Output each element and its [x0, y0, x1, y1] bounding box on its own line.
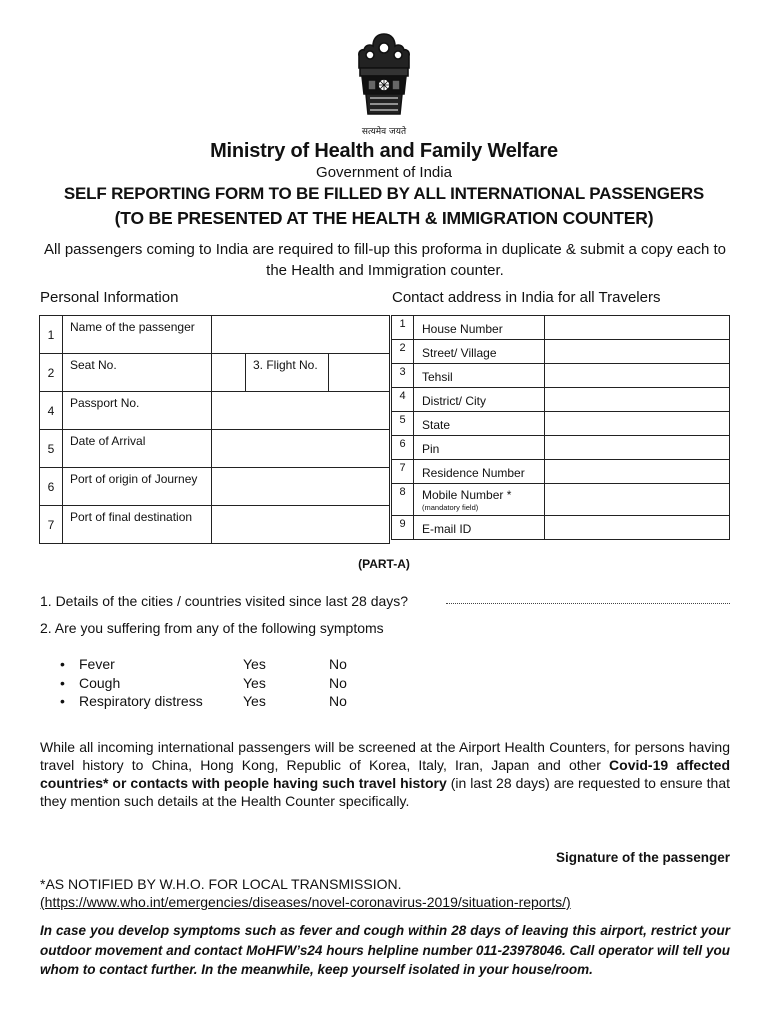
contact-address-heading: Contact address in India for all Travelers	[392, 289, 661, 306]
field-label-final-destination: Port of final destination	[63, 506, 212, 544]
row-number: 5	[40, 430, 63, 468]
national-emblem-icon	[340, 28, 428, 138]
table-row	[392, 364, 730, 388]
pin-field[interactable]	[545, 436, 730, 460]
screening-paragraph	[40, 738, 730, 810]
contact-address-table	[391, 315, 730, 540]
table-row	[392, 340, 730, 364]
field-label-passenger-name: Name of the passenger	[63, 316, 212, 354]
symptom-label: Cough	[79, 675, 121, 691]
seat-no-field[interactable]	[212, 354, 246, 391]
bullet: •	[60, 675, 65, 691]
who-reports-link[interactable]: (https://www.who.int/emergencies/diseases/novel-coronavirus-2019/situation-reports/)	[40, 894, 571, 910]
field-label-district-city: District/ City	[414, 388, 545, 412]
table-row	[392, 316, 730, 340]
row-number: 7	[40, 506, 63, 544]
row-number: 2	[392, 340, 414, 364]
row-number: 2	[40, 354, 63, 392]
personal-info-table	[39, 315, 390, 544]
symptom-label: Fever	[79, 656, 115, 672]
table-row	[392, 460, 730, 484]
table-row	[40, 468, 390, 506]
footnote: *AS NOTIFIED BY W.H.O. FOR LOCAL TRANSMISSION.	[40, 876, 402, 892]
form-title-line1: SELF REPORTING FORM TO BE FILLED BY ALL INTERNATIONAL PASSENGERS	[63, 184, 705, 203]
field-label-flight-no: 3. Flight No.	[246, 354, 329, 391]
ministry-title: Ministry of Health and Family Welfare	[210, 140, 558, 162]
residence-number-field[interactable]	[545, 460, 730, 484]
final-destination-field[interactable]	[212, 506, 390, 544]
symptom-label: Respiratory distress	[79, 693, 203, 709]
state-field[interactable]	[545, 412, 730, 436]
question-1: 1. Details of the cities / countries visited since last 28 days?	[40, 593, 409, 609]
field-label-residence-number: Residence Number	[414, 460, 545, 484]
table-row	[392, 388, 730, 412]
street-village-field[interactable]	[545, 340, 730, 364]
field-label-passport-no: Passport No.	[63, 392, 212, 430]
passport-no-field[interactable]	[212, 392, 390, 430]
bullet: •	[60, 656, 65, 672]
port-of-origin-field[interactable]	[212, 468, 390, 506]
screening-text: While all incoming international passengers will be screened at the Airport Health Counters, for persons having travel history to China, Hong Kong, Republic of Korea, Italy, Iran, Japan and other	[40, 739, 730, 773]
row-number: 1	[40, 316, 63, 354]
no-option[interactable]: No	[329, 656, 347, 672]
row-number: 6	[392, 436, 414, 460]
mobile-number-field[interactable]	[545, 484, 730, 516]
field-label-pin: Pin	[414, 436, 545, 460]
field-label-port-of-origin: Port of origin of Journey	[63, 468, 212, 506]
government-subtitle: Government of India	[316, 164, 452, 181]
row-number: 4	[40, 392, 63, 430]
no-option[interactable]: No	[329, 693, 347, 709]
field-label-house-number: House Number	[414, 316, 545, 340]
signature-label: Signature of the passenger	[555, 850, 730, 865]
no-option[interactable]: No	[329, 675, 347, 691]
advisory-paragraph: In case you develop symptoms such as fever and cough within 28 days of leaving this airport, restrict your outdoor movement and contact MoHFW’s24 hours helpline number 011-23978046. Call operator will tell you whom to contact further. In the meanwhile, keep yourself isolated in your house/room.	[40, 923, 730, 977]
question-2: 2. Are you suffering from any of the following symptoms	[40, 620, 384, 636]
mandatory-note: (mandatory field)	[422, 503, 479, 512]
table-row	[40, 430, 390, 468]
table-row	[392, 516, 730, 540]
table-row	[40, 316, 390, 354]
field-label-street-village: Street/ Village	[414, 340, 545, 364]
passenger-name-field[interactable]	[212, 316, 390, 354]
table-row	[392, 436, 730, 460]
field-label-email-id: E-mail ID	[414, 516, 545, 540]
yes-option[interactable]: Yes	[243, 656, 266, 672]
row-number: 8	[392, 484, 414, 516]
table-row	[392, 484, 730, 516]
screening-text-end: (in last 28 days) are requested to ensure that they mention such details at the Health Counter specifically.	[40, 775, 731, 809]
row-number: 4	[392, 388, 414, 412]
personal-info-heading: Personal Information	[40, 289, 179, 306]
email-id-field[interactable]	[545, 516, 730, 540]
yes-option[interactable]: Yes	[243, 693, 266, 709]
table-row	[40, 506, 390, 544]
table-row	[392, 412, 730, 436]
table-row	[40, 354, 390, 392]
field-label-state: State	[414, 412, 545, 436]
motto: सत्यमेव जयते	[361, 127, 407, 137]
district-city-field[interactable]	[545, 388, 730, 412]
row-number: 3	[392, 364, 414, 388]
form-title-line2: (TO BE PRESENTED AT THE HEALTH & IMMIGRATION COUNTER)	[114, 208, 654, 228]
screening-text-bold: Covid-19 affected countries* or contacts with people having such travel history	[40, 757, 730, 791]
tehsil-field[interactable]	[545, 364, 730, 388]
bullet: •	[60, 693, 65, 709]
date-of-arrival-field[interactable]	[212, 430, 390, 468]
yes-option[interactable]: Yes	[243, 675, 266, 691]
house-number-field[interactable]	[545, 316, 730, 340]
table-row	[40, 392, 390, 430]
row-number: 7	[392, 460, 414, 484]
part-a-heading: (PART-A)	[358, 557, 410, 571]
row-number: 9	[392, 516, 414, 540]
instructions: All passengers coming to India are required to fill-up this proforma in duplicate & submit a copy each to the Health and Immigration counter.	[43, 241, 727, 279]
cities-visited-field[interactable]	[446, 602, 730, 604]
field-label-mobile-number: Mobile Number *	[422, 488, 512, 502]
flight-no-field[interactable]	[329, 354, 389, 391]
field-label-seat-no: Seat No.	[63, 354, 212, 392]
row-number: 1	[392, 316, 414, 340]
row-number: 6	[40, 468, 63, 506]
row-number: 5	[392, 412, 414, 436]
field-label-tehsil: Tehsil	[414, 364, 545, 388]
field-label-date-of-arrival: Date of Arrival	[63, 430, 212, 468]
